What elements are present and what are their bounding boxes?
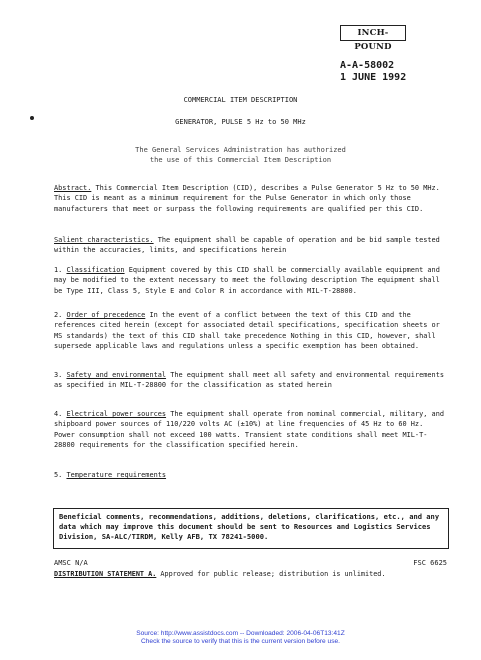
document-id-block — [340, 60, 406, 83]
section-2-heading: Order of precedence — [66, 311, 146, 319]
salient-paragraph — [54, 235, 446, 256]
comments-box — [53, 508, 449, 549]
section-4-heading: Electrical power sources — [66, 410, 167, 418]
section-3-heading: Safety and environmental — [66, 371, 167, 379]
section-1-text: Equipment covered by this CID shall be commercially available equipment and may be modified to the extent necessary to meet the following description The equipment shall be Type III, Class 5, Style E and Color R in accordance with MIL-T-28800. — [54, 266, 440, 295]
section-2-number: 2. — [54, 311, 63, 319]
section-1-heading: Classification — [66, 266, 125, 274]
footer-codes — [54, 559, 447, 567]
distribution-text: Approved for public release; distribution is unlimited. — [156, 570, 386, 578]
abstract-paragraph — [54, 183, 446, 214]
authorization-line-1: The General Services Administration has authorized — [135, 146, 346, 154]
section-2-text: In the event of a conflict between the text of this CID and the references cited herein (except for associated detail specifications, specification sheets or MS standards) the text of this CID shall take precedence Nothing in this CID, however, shall supersede applicable laws and regulations unless a specific exemption has been obtained. — [54, 311, 440, 350]
comments-text: Beneficial comments, recommendations, additions, deletions, clarifications, etc., and any data which may improve this document should be sent to Resources and Logistics Services Division, SA-ALC/TIRDM, Kelly AFB, TX 78241-5000. — [59, 512, 440, 541]
abstract-text: This Commercial Item Description (CID), describes a Pulse Generator 5 Hz to 50 MHz. This CID is meant as a minimum requirement for the Pulse Generator in which only those manufacturers that meet or surpass the following requirements are qualified per this CID. — [54, 184, 440, 213]
inch-pound-badge: INCH-POUND — [340, 25, 406, 41]
salient-heading: Salient characteristics. — [54, 236, 154, 244]
section-4-paragraph — [54, 409, 446, 450]
section-4-text: The equipment shall operate from nominal commercial, military, and shipboard power sources of 110/220 volts AC (±10%) at line frequencies of 45 Hz to 60 Hz. Power consumption shall not exceed 100 watts. Transient state conditions shall meet MIL-T-28800 requirements for the classification specified herein. — [54, 410, 444, 449]
section-2-paragraph — [54, 310, 446, 351]
section-3-text: The equipment shall meet all safety and environmental requirements as specified in MIL-T-28800 for the classification as stated herein — [54, 371, 444, 390]
document-date: 1 JUNE 1992 — [340, 71, 407, 83]
fsc-code: FSC 6625 — [413, 559, 447, 567]
amsc-code: AMSC N/A — [54, 559, 88, 567]
distribution-statement — [54, 570, 447, 578]
source-notice — [0, 630, 481, 646]
section-5-paragraph — [54, 470, 446, 480]
source-download-link[interactable]: Source: http://www.assistdocs.com -- Downloaded: 2006-04-06T13:41Z — [136, 630, 345, 637]
source-verify-note: Check the source to verify that this is the current version before use. — [140, 638, 340, 645]
document-type-heading: COMMERCIAL ITEM DESCRIPTION — [183, 96, 298, 104]
section-5-heading: Temperature requirements — [66, 471, 167, 479]
section-3-number: 3. — [54, 371, 63, 379]
distribution-label: DISTRIBUTION STATEMENT A. — [54, 570, 157, 578]
document-number: A-A-58002 — [340, 60, 395, 71]
section-4-number: 4. — [54, 410, 63, 418]
section-1-number: 1. — [54, 266, 63, 274]
item-title: GENERATOR, PULSE 5 Hz to 50 MHz — [175, 118, 306, 126]
salient-text: The equipment shall be capable of operation and be bid sample tested within the accuracies, limits, and specifications herein — [54, 236, 440, 255]
section-1-paragraph — [54, 265, 446, 296]
authorization-line-2: the use of this Commercial Item Description — [149, 156, 332, 164]
section-3-paragraph — [54, 370, 446, 391]
abstract-heading: Abstract. — [54, 184, 92, 192]
section-5-number: 5. — [54, 471, 63, 479]
